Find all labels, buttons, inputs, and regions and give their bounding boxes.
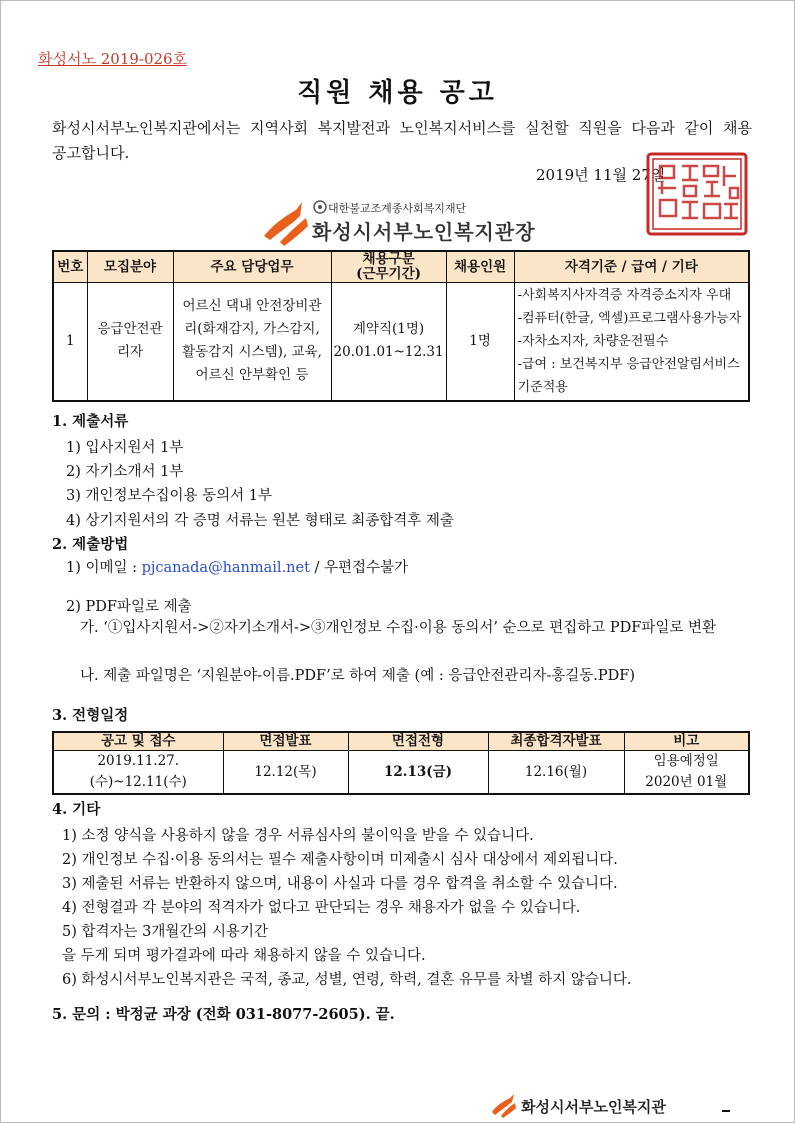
schedule-table: [52, 731, 750, 795]
qualification-line: -컴퓨터(한글, 엑셀)프로그램사용가능자: [517, 310, 742, 326]
cell-announcement: 2019.11.27.(수)~12.11(수): [53, 751, 223, 795]
logo-center-name: 화성시서부노인복지관장: [312, 220, 536, 244]
cell-type: 계약직(1명) 20.01.01~12.31: [331, 283, 446, 401]
list-item: 3) 제출된 서류는 반환하지 않으며, 내용이 사실과 다를 경우 합격을 취소할 수 있습니다.: [62, 876, 618, 892]
table-row: [53, 283, 749, 401]
qualification-line: -사회복지사자격증 자격증소지자 우대: [517, 287, 732, 303]
email-suffix: / 우편접수불가: [309, 560, 409, 576]
section-heading: 4. 기타: [52, 801, 101, 818]
header-duties: 주요 담당업무: [173, 251, 331, 283]
header-type: 채용구분 (근무기간): [331, 251, 446, 283]
list-item: 6) 화성시서부노인복지관은 국적, 종교, 성별, 연령, 학력, 결혼 유무를 차별 하지 않습니다.: [62, 972, 632, 988]
qualification-line: -급여 : 보건복지부 응급안전알림서비스 기준적용: [517, 356, 740, 395]
footer-dash: [722, 1110, 730, 1112]
cell-final-result: 12.16(월): [488, 751, 624, 795]
header-qualification: 자격기준 / 급여 / 기타: [514, 251, 749, 283]
section-heading: 2. 제출방법: [52, 536, 129, 553]
header-field: 모집분야: [87, 251, 173, 283]
header-final-result: 최종합격자발표: [488, 732, 624, 751]
document-number: 화성서노 2019-026호: [38, 50, 188, 68]
table-header-row: [53, 732, 749, 751]
announcement-date: 2019년 11월 27일: [536, 166, 666, 184]
page-title: 직원 채용 공고: [297, 78, 498, 108]
svg-text:화성시서부노인복지관인: 화성시서부노인복지관인: [698, 198, 709, 199]
logo-foundation-name: 대한불교조계종사회복지재단: [328, 202, 467, 215]
cell-count: 1명: [446, 283, 514, 401]
header-remarks: 비고: [624, 732, 749, 751]
email-prefix: 1) 이메일 :: [66, 560, 142, 576]
cell-remarks: 임용예정일 2020년 01월: [624, 751, 749, 795]
cell-interview: 12.13(금): [348, 751, 488, 795]
official-seal-stamp: [638, 152, 750, 236]
list-item: 나. 제출 파일명은 ‘지원분야-이름.PDF’로 하여 제출 (예 : 응급안전관리자-홍길동.PDF): [80, 668, 636, 684]
contact-line: 5. 문의 : 박정균 과장 (전화 031-8077-2605). 끝.: [52, 1006, 395, 1023]
footer-organization-name: 화성시서부노인복지관: [521, 1098, 666, 1116]
recruitment-table: [52, 250, 750, 402]
email-line: [66, 556, 408, 577]
cell-duties: 어르신 댁내 안전장비관리(화재감지, 가스감지, 활동감지 시스템), 교육, 어르신 안부확인 등: [173, 283, 331, 401]
list-item: 4) 전형결과 각 분야의 적격자가 없다고 판단되는 경우 채용자가 없을 수 있습니다.: [62, 900, 581, 916]
list-item: 4) 상기지원서의 각 증명 서류는 원본 형태로 최종합격후 제출: [66, 513, 454, 529]
section-heading: 3. 전형일정: [52, 707, 129, 724]
cell-qualification: [514, 283, 749, 401]
header-announcement: 공고 및 접수: [53, 732, 223, 751]
table-row: [53, 751, 749, 795]
list-item: 을 두게 되며 평가결과에 따라 채용하지 않을 수 있습니다.: [62, 948, 426, 964]
list-item: 2) PDF파일로 제출: [66, 599, 192, 615]
cell-number: 1: [53, 283, 87, 401]
section-heading: 1. 제출서류: [52, 413, 129, 430]
header-count: 채용인원: [446, 251, 514, 283]
list-item: 5) 합격자는 3개월간의 시용기간: [62, 924, 269, 940]
list-item: 1) 입사지원서 1부: [66, 440, 184, 456]
list-item: 가. ‘①입사지원서->②자기소개서->③개인정보 수집·이용 동의서’ 순으로 편집하고 PDF파일로 변환: [80, 620, 716, 636]
cell-interview-notice: 12.12(목): [223, 751, 348, 795]
cell-field: 응급안전관리자: [87, 283, 173, 401]
header-number: 번호: [53, 251, 87, 283]
list-item: 2) 개인정보 수집·이용 동의서는 필수 제출사항이며 미제출시 심사 대상에서 제외됩니다.: [62, 852, 618, 868]
email-link[interactable]: pjcanada@hanmail.net: [141, 560, 310, 576]
header-interview-notice: 면접발표: [223, 732, 348, 751]
list-item: 1) 소정 양식을 사용하지 않을 경우 서류심사의 불이익을 받을 수 있습니다.: [62, 828, 534, 844]
header-interview: 면접전형: [348, 732, 488, 751]
list-item: 2) 자기소개서 1부: [66, 464, 184, 480]
list-item: 3) 개인정보수집이용 동의서 1부: [66, 488, 273, 504]
qualification-line: -자차소지자, 차량운전필수: [517, 333, 669, 349]
table-header-row: [53, 251, 749, 283]
intro-paragraph: 화성시서부노인복지관에서는 지역사회 복지발전과 노인복지서비스를 실천할 직원을 다음과 같이 채용 공고합니다.: [52, 119, 752, 162]
